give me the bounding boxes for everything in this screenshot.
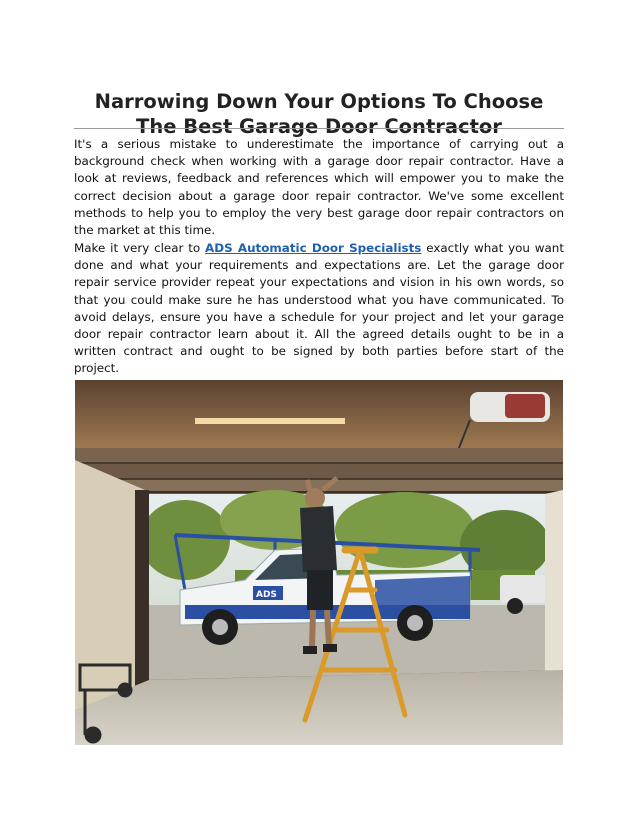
left-wall [75, 460, 145, 710]
garage-door-panels [75, 448, 563, 492]
garage-photo-illustration [75, 380, 563, 745]
paragraph-2 [74, 240, 564, 378]
paragraph-2-intro: Make it very clear to [74, 241, 206, 255]
right-wall [545, 490, 563, 680]
paragraph-2-body: exactly what you want done and what your requirements and expectations are. Let the garage door repair service provider repeat your expectations and vision in his own words, so that you could make sure he has understood what you have communicated. To avoid delays, ensure you have a schedule for your project and let your garage door repair contractor learn about it. All the agreed details ought to be in a written contract and ought to be signed by both parties before start of the project. [74, 241, 564, 376]
page-title: Narrowing Down Your Options To Choose The Best Garage Door Contractor [94, 90, 544, 139]
truck-logo: ADS [256, 590, 277, 600]
left-door-track [135, 490, 149, 690]
title-divider [74, 128, 564, 129]
ads-link[interactable]: ADS Automatic Door Specialists [205, 241, 422, 255]
ceiling-light [195, 418, 345, 424]
paragraph-1: It's a serious mistake to underestimate the importance of carrying out a background check when working with a garage door repair contractor. Have a look at reviews, feedback and references which will empower you to make the correct decision about a garage door repair contractor. We've some excellent methods to help you to employ the very best garage door repair contractors on the market at this time. [74, 137, 564, 238]
garage-photo [75, 380, 563, 745]
